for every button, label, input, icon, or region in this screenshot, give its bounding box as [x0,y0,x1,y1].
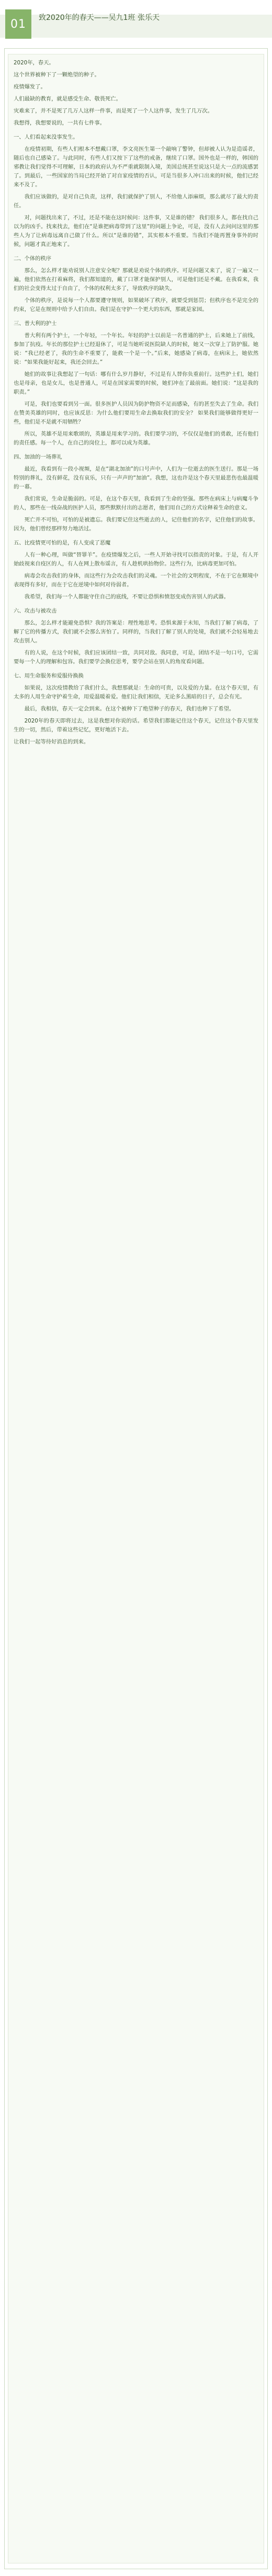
paragraph: 我想得，我想要说的，一共有七件事。 [14,120,106,126]
paragraph: 最近，我看到有一段小视频，是在“湖北加油”的口号声中，人们为一位逝去的医生送行。那是一场特别的葬礼，没有鲜花，没有哀乐，只有一声声的“加油”。我想，这也许是这个春天里最悲伤也最温暖的一幕。 [14,466,258,490]
paragraph: 那么，怎么样才能避免恐惧？我的答案是：理性地思考。恐惧来源于未知，当我们了解了病毒，了解了它的传播方式，我们就不会那么害怕了。同样的，当我们了解了别人的处境，我们就不会轻易地去攻击别人。 [14,620,258,644]
paragraph: 如果说，这次疫情教给了我们什么，我想那就是：生命的可贵，以及爱的力量。在这个春天里，有太多的人用生命守护着生命，用爱温暖着爱。他们让我们相信，无论多么黑暗的日子，总会有光。 [14,685,258,700]
article-frame [4,48,268,2569]
paragraph: 在疫情初期，有些人们根本不想戴口罩，李文亮医生第一个敲响了警钟，但却被人认为是造谣者，随后也自己感染了。与此同时，有些人们又按下了这些的戒备，继续了口罩。国外也是一样的，韩国的邪教让我们觉得不可理解，日本的政府认为不严重就限制入境，美国总统甚至说这只是大一点的流感罢了。到最后，一些国家的当局已经开始了对自家疫情的否认，可是当很多人冲口出来的时候，他们已经来不及了。 [14,146,258,188]
paragraph: 她们的故事让我想起了一句话：哪有什么岁月静好，不过是有人替你负重前行。这些护士们，她们也是母亲，也是女儿，也是普通人，可是在国家需要的时候，她们冲在了最前面。她们说：“这是我的职责。” [14,371,258,395]
section-heading: 六、攻击与被攻击 [14,608,57,614]
paragraph: 灾难来了，并不是死了几万人这样一件事，而是死了一个人这件事，发生了几万次。 [14,108,213,114]
paragraph: 普大利有两个护士，一个年轻，一个年长。年轻的护士以前是一名普通的护士，后来她上了前线，参加了抗疫。年长的那位护士已经退休了，可是当她听说医院缺人的时候，她又一次穿上了防护服。她说：“我已经老了，我的生命不重要了，能救一个是一个。”后来，她感染了病毒，在病床上，她依然说：“如果我能好起来，我还会回去。” [14,332,258,365]
paragraph: 对，问题找出来了，不过，还是不能在这时候问：这件事，又是谁的错？ 我们很多人，都在找自己以为的凶手。找来找去，他们在“是谁把病毒带到了这里”的问题上争论，可是，没有人去问问这里的那些人为了让病毒远离自己做了什么。所以“是谁的错”，其实根本不重要。当我们不能再置身事外的时候，问题才真正地来了。 [14,215,258,248]
paragraph: 我们应该做的，是对自己负责，这样，我们就保护了别人，不给他人添麻烦，那么就尽了最大的责任。 [14,194,258,209]
paragraph: 个体的秩序，是说每一个人都要遵守规则，如果破坏了秩序，就要受到惩罚；但秩序也不是完全的约束，它是在规则中给予人们自由。我们是在守护一个更大的东西，那就是家园。 [14,297,258,313]
paragraph: 最后，我相信，春天一定会到来。在这个被种下了绝望种子的春天，我们也种下了希望。 [24,706,235,712]
paragraph: 所以，英雄不是用来歌颂的，英雄是用来学习的。我们要学习的，不仅仅是他们的勇敢，还有他们的责任感。每一个人，在自己的岗位上，都可以成为英雄。 [14,431,258,446]
section-heading: 五、比疫情更可怕的是，有人变成了恶魔 [14,540,111,546]
paragraph: 有的人说，在这个时候，我们应该团结一致，共同对敌。我同意，可是，团结不是一句口号，它需要每一个人的理解和包容。我们要学会换位思考，要学会站在别人的角度看问题。 [14,650,258,665]
section-heading: 七、用生命服务和爱服侍换换 [14,673,84,679]
paragraph: 病毒会攻击我们的身体，而这些行为会攻击我们的灵魂。一个社会的文明程度，不在于它在顺境中表现得有多好，而在于它在逆境中如何对待弱者。 [14,573,258,588]
paragraph: 人们最缺的教育，就是感受生命、敬畏死亡。 [14,96,121,102]
paragraph: 那么，怎么样才能劝说别人注意安全呢？那就是劝说个体的秩序。可是问题又来了，说了一遍又一遍，他们依然在打着麻将，我们都知道的，戴了口罩才能保护别人，可是他们还是不戴。在我看来，我们的社会变得太过于自由了，个体的权利太多了，导致秩序的缺失。 [14,268,258,292]
paragraph: 2020年，春天。 [14,60,54,66]
section-heading: 一、人们看起来没事发生。 [14,134,78,140]
section-heading: 四、加油的一场葬礼 [14,454,62,460]
closing-line: 让我们一起等待好消息的到来。 [14,739,89,745]
paragraph: 2020年的春天即将过去，这是我想对你说的话。希望我们都能记住这个春天，记住这个春天里发生的一切，然后，带着这些记忆，更好地活下去。 [14,718,258,733]
article-header [0,0,272,45]
section-heading: 三、普大利的护士 [14,320,57,327]
paragraph: 我希望，我们每一个人都能守住自己的底线，不要让恐惧和愤怒变成伤害别人的武器。 [24,594,229,600]
paragraph: 这个世界被种下了一颗绝望的种子。 [14,72,100,78]
section-heading: 二、个体的秩序 [14,256,52,262]
paragraph: 疫情爆发了。 [14,84,46,90]
paragraph: 死亡并不可怕，可怕的是被遗忘。我们要记住这些逝去的人，记住他们的名字，记住他们的故事。因为，他们曾经那样努力地活过。 [14,517,258,532]
article-body [8,54,264,2563]
paragraph: 可是，我们也要看到另一面。很多医护人员因为防护物资不足而感染，有的甚至失去了生命。我们在赞美英雄的同时，也应该反思：为什么他们要用生命去换取我们的安全？ 如果我们能够做得更好一些，他们是不是就不用牺牲？ [14,401,258,425]
paragraph: 人有一种心理，叫做“替罪羊”。在疫情爆发之后，一些人开始寻找可以指责的对象。于是，有人开始歧视来自疫区的人，有人在网上散布谣言，有人趁机哄抬物价。这些行为，比病毒更加可怕。 [14,552,258,567]
paragraph: 我们常说，生命是脆弱的。可是，在这个春天里，我看到了生命的坚强。那些在病床上与病魔斗争的人，那些在一线奋战的医护人员，那些默默付出的志愿者，他们用自己的方式诠释着生命的意义。 [14,496,258,511]
article-title: 致2020年的春天——吴九1班 张乐天 [39,14,160,22]
number-badge: 01 [5,9,31,39]
